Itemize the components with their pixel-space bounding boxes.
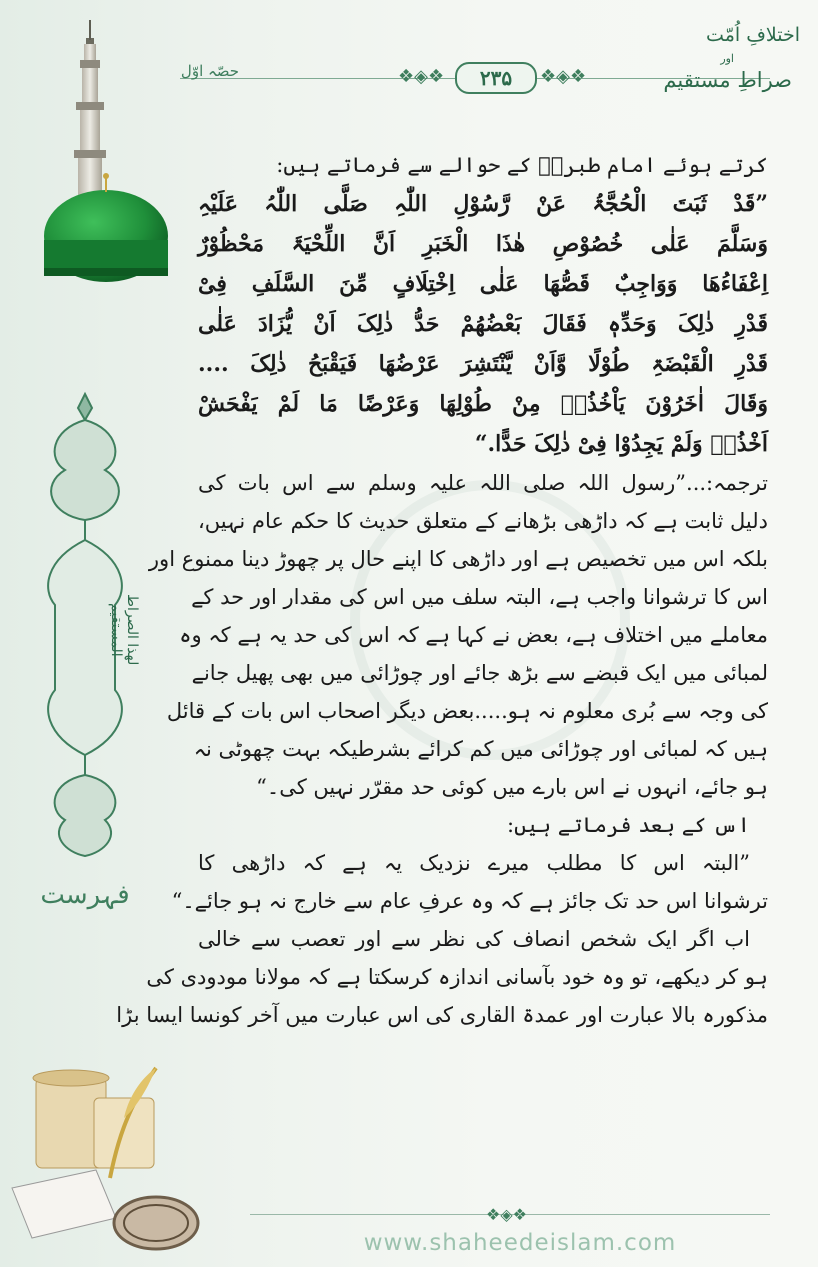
text-line: ترجمہ:...”رسول اللہ صلی اللہ علیہ وسلم سے اس بات کی [198,471,768,495]
header-ornament-right: ❖◈❖ [540,66,587,87]
text-line: ”قَدْ ثَبَتَ الْحُجَّۃُ عَنْ رَّسُوْلِ اللّٰہِ صَلَّی اللّٰہُ عَلَیْہِ [198,191,768,217]
footer-ornament: ❖◈❖ [486,1205,527,1224]
text-line: کی وجہ سے بُری معلوم نہ ہو.....بعض دیگر اصحاب اس بات کے قائل [166,699,768,723]
page-number: ۲۳۵ [455,62,537,94]
website-link[interactable]: www.shaheedeislam.com [363,1230,677,1256]
book-title-connector: اور [720,52,734,65]
text-line: لمبائی میں ایک قبضے سے بڑھ جائے اور چوڑائی میں بھی پھیل جانے [191,661,768,685]
text-line: اَخْذُہٗ وَلَمْ یَجِدُوْا فِیْ ذٰلِکَ حَدًّا.“ [474,431,768,457]
text-line: ہیں کہ لمبائی اور چوڑائی میں کم کرائے بشرطیکہ بہت چھوٹی نہ [193,737,768,761]
text-line: ہو کر دیکھے، تو وہ خود بآسانی اندازہ کرسکتا ہے کہ مولانا مودودی کی [146,965,768,989]
book-title-line2: صراطِ مستقیم [663,68,792,92]
text-line: وَقَالَ اٰخَرُوْنَ یَاْخُذُہٗ مِنْ طُوْلِھَا وَعَرْضًا مَا لَمْ یَفْحَشْ [198,391,768,417]
text-line: وَسَلَّمَ عَلٰی خُصُوْصِ ھٰذَا الْخَبَرِ اَنَّ اللِّحْیَۃَ مَحْظُوْرٌ [198,231,768,257]
side-seal-text: لھذا الصراط المستقیم [108,594,140,666]
text-line: اس کے بعد فرماتے ہیں: [507,813,750,837]
text-line: کرتے ہوئے امام طبریؒ کے حوالے سے فرماتے ہیں: [276,153,768,177]
table-of-contents-link[interactable]: فہرست [40,880,130,910]
text-line: قَدْرِ ذٰلِکَ وَحَدِّہٖ فَقَالَ بَعْضُھُمْ حَدُّ ذٰلِکَ اَنْ یُّزَادَ عَلٰی [198,311,768,337]
text-line: مذکورہ بالا عبارت اور عمدۃ القاری کی اس عبارت میں آخر کونسا ایسا بڑا [116,1003,768,1027]
book-title [660,20,810,110]
header-ornament-left: ❖◈❖ [398,66,445,87]
book-title-line1: اختلافِ اُمّت [706,24,800,46]
text-line: اب اگر ایک شخص انصاف کی نظر سے اور تعصب سے خالی [198,927,750,951]
text-line: قَدْرِ الْقَبْضَۃِ طُوْلًا وَّاَنْ یَّنْتَشِرَ عَرْضُھَا فَیَقْبَحُ ذٰلِکَ .... [198,351,768,377]
text-line: ہو جائے، انہوں نے اس بارے میں کوئی حد مقرّر نہیں کی۔“ [256,775,768,799]
green-dome-minaret-image [18,18,178,280]
text-line: ”البتہ اس کا مطلب میرے نزدیک یہ ہے کہ داڑھی کا [198,851,750,875]
text-line: دلیل ثابت ہے کہ داڑھی بڑھانے کے متعلق حدیث کا حکم عام نہیں، [198,509,768,533]
part-label: حصّہ اوّل [180,62,240,80]
scroll-quill-illustration [6,1058,206,1258]
text-line: ترشوانا اس حد تک جائز ہے کہ وہ عرفِ عام سے خارج نہ ہو جائے۔“ [171,889,768,913]
text-line: بلکہ اس میں تخصیص ہے اور داڑھی کا اپنے حال پر چھوڑ دینا ممنوع اور [148,547,768,571]
text-line: اِعْفَاءُھَا وَوَاجِبٌ قَصُّھَا عَلٰی اِخْتِلَافٍ مِّنَ السَّلَفِ فِیْ [198,271,768,297]
text-line: اس کا ترشوانا واجب ہے، البتہ سلف میں اس کی مقدار اور حد کے [191,585,768,609]
text-line: معاملے میں اختلاف ہے، بعض نے کہا ہے کہ اس کی حد یہ ہے کہ وہ [179,623,768,647]
